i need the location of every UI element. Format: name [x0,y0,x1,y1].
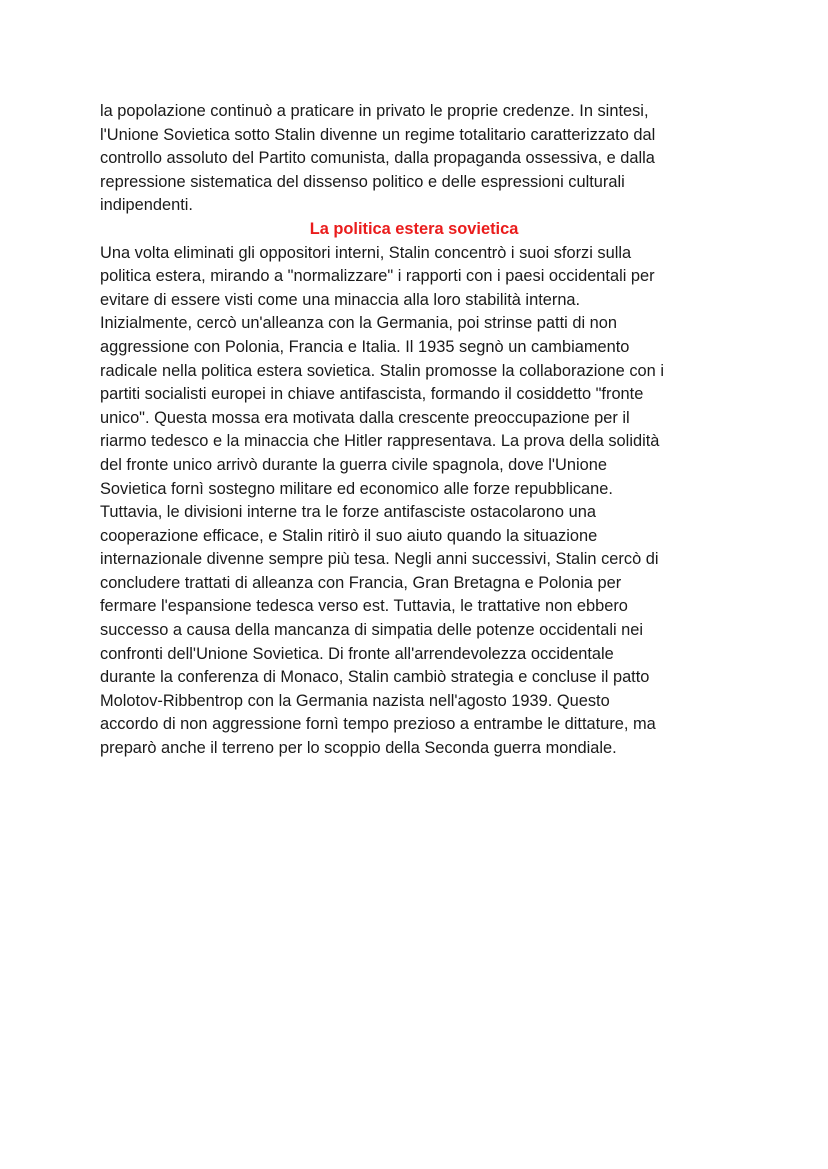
section-line: Molotov-Ribbentrop con la Germania nazista nell'agosto 1939. Questo [100,691,610,710]
section-line: preparò anche il terreno per lo scoppio della Seconda guerra mondiale. [100,739,617,758]
intro-line: l'Unione Sovietica sotto Stalin divenne un regime totalitario caratterizzato dal [100,125,656,144]
section-line: aggressione con Polonia, Francia e Italia. Il 1935 segnò un cambiamento [100,337,630,356]
section-line: Sovietica fornì sostegno militare ed economico alle forze repubblicane. [100,479,613,498]
section-heading: La politica estera sovietica [309,219,519,238]
section-line: Tuttavia, le divisioni interne tra le forze antifasciste ostacolarono una [100,503,596,522]
section-line: riarmo tedesco e la minaccia che Hitler rappresentava. La prova della solidità [100,432,660,451]
section-line: evitare di essere visti come una minaccia alla loro stabilità interna. [100,290,581,309]
section-line: radicale nella politica estera sovietica. Stalin promosse la collaborazione con i [100,361,664,380]
section-line: concludere trattati di alleanza con Francia, Gran Bretagna e Polonia per [100,573,622,592]
section-line: Una volta eliminati gli oppositori interni, Stalin concentrò i suoi sforzi sulla [100,243,632,262]
intro-paragraph [100,100,740,218]
section-line: internazionale divenne sempre più tesa. Negli anni successivi, Stalin cercò di [100,550,659,569]
section-paragraph [100,242,740,761]
intro-line: la popolazione continuò a praticare in privato le proprie credenze. In sintesi, [100,102,649,120]
section-line: Inizialmente, cercò un'alleanza con la Germania, poi strinse patti di non [100,314,617,333]
intro-line: controllo assoluto del Partito comunista, dalla propaganda ossessiva, e dalla [100,149,655,168]
section-line: partiti socialisti europei in chiave antifascista, formando il cosiddetto "fronte [100,385,644,404]
section-line: fermare l'espansione tedesca verso est. Tuttavia, le trattative non ebbero [100,597,628,616]
page-text [100,100,740,761]
section-line: accordo di non aggressione fornì tempo prezioso a entrambe le dittature, ma [100,715,656,734]
section-line: del fronte unico arrivò durante la guerra civile spagnola, dove l'Unione [100,455,607,474]
section-line: successo a causa della mancanza di simpatia delle potenze occidentali nei [100,621,644,640]
section-line: cooperazione efficace, e Stalin ritirò il suo aiuto quando la situazione [100,526,598,545]
section-line: confronti dell'Unione Sovietica. Di fronte all'arrendevolezza occidentale [100,644,614,663]
intro-line: indipendenti. [100,196,193,215]
section-line: politica estera, mirando a "normalizzare" i rapporti con i paesi occidentali per [100,267,655,286]
intro-line: repressione sistematica del dissenso politico e delle espressioni culturali [100,172,625,191]
section-line: durante la conferenza di Monaco, Stalin cambiò strategia e concluse il patto [100,668,650,687]
section-line: unico". Questa mossa era motivata dalla crescente preoccupazione per il [100,408,630,427]
